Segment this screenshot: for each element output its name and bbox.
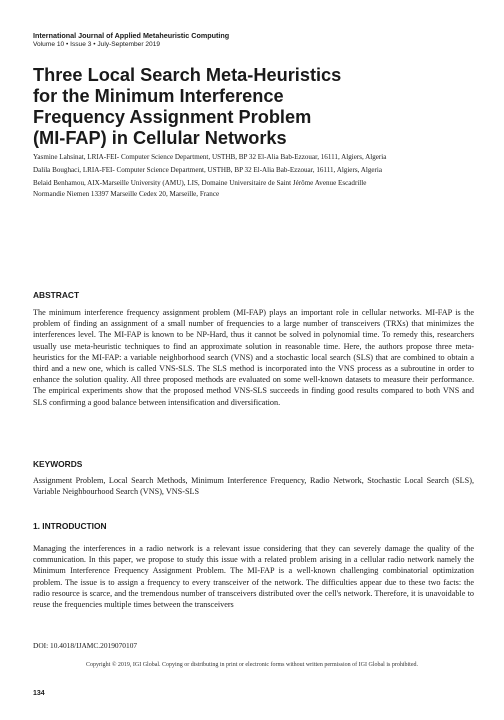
title-line: for the Minimum Interference [33, 86, 284, 106]
journal-name: International Journal of Applied Metaheuristic Computing [33, 31, 230, 40]
doi: DOI: 10.4018/IJAMC.2019070107 [33, 641, 138, 650]
title-line: (MI-FAP) in Cellular Networks [33, 128, 287, 148]
introduction-heading: 1. INTRODUCTION [33, 521, 107, 531]
keywords-text: Assignment Problem, Local Search Methods, Minimum Interference Frequency, Radio Network, Stochastic Local Search (SLS), Variable Neighbourhood Search (VNS), VNS-SLS [33, 476, 474, 497]
author-line: Dalila Boughaci, LRIA-FEI- Computer Science Department, USTHB, BP 32 El-Alia Bab-Ezzouar, 16111, Algiers, Algeria [33, 166, 383, 175]
author-affiliations [33, 152, 473, 199]
author-line: Belaid Benhamou, AIX-Marseille University (AMU), LIS, Domaine Universitaire de Saint Jérôme Avenue Escadrille [33, 179, 367, 188]
abstract-text: The minimum interference frequency assignment problem (MI-FAP) plays an important role in cellular networks. MI-FAP is the problem of finding an assignment of a small number of frequencies to a large number of transceivers (TRXs) that minimizes the interferences level. The MI-FAP is known to be NP-Hard, thus it cannot be solved in polynomial time. To remedy this, researchers usually use meta-heuristic techniques to find an approximate solution in reasonable time. Here, the authors propose three meta-heuristics for the MI-FAP: a variable neighborhood search (VNS) and a stochastic local search (SLS) that are combined to obtain a third and a new one, which is called VNS-SLS. The SLS method is incorporated into the VNS process as a subroutine in order to enhance the solution quality. All three proposed methods are evaluated on some well-known datasets to measure their performance. The empirical experiments show that the proposed method VNS-SLS succeeds in finding good results compared to both VNS and SLS confirming a good balance between intensification and diversification. [33, 308, 474, 407]
author-line: Yasmine Lahsinat, LRIA-FEI- Computer Science Department, USTHB, BP 32 El-Alia Bab-Ezzouar, 16111, Algiers, Algeria [33, 153, 387, 161]
copyright-notice: Copyright © 2019, IGI Global. Copying or distributing in print or electronic forms without written permission of IGI Global is prohibited. [85, 662, 418, 668]
paper-title [33, 65, 473, 149]
title-line: Three Local Search Meta-Heuristics [33, 65, 342, 85]
page-number: 134 [33, 690, 45, 697]
author-line: Normandie Niemen 13397 Marseille Cedex 20, Marseille, France [33, 189, 220, 198]
abstract-heading: ABSTRACT [33, 290, 80, 300]
keywords-heading: KEYWORDS [33, 459, 83, 469]
journal-issue: Volume 10 • Issue 3 • July-September 2019 [33, 41, 161, 48]
introduction-text: Managing the interferences in a radio network is a relevant issue considering that they can severely damage the quality of the communication. In this paper, we propose to study this issue with a related problem arising in a cellular radio network namely the Minimum Interference Frequency Assignment Problem. The MI-FAP is a well-known challenging combinatorial optimization problem. The issue is to assign a frequency to every transceiver of the network. The difficulties appear due to these two facts: the radio resource is scarce, and the tremendous number of transceivers distributed over the cell's network. Therefore, it is unavoidable to reuse the frequencies multiple times between the transceivers [33, 544, 474, 610]
title-line: Frequency Assignment Problem [33, 107, 312, 127]
